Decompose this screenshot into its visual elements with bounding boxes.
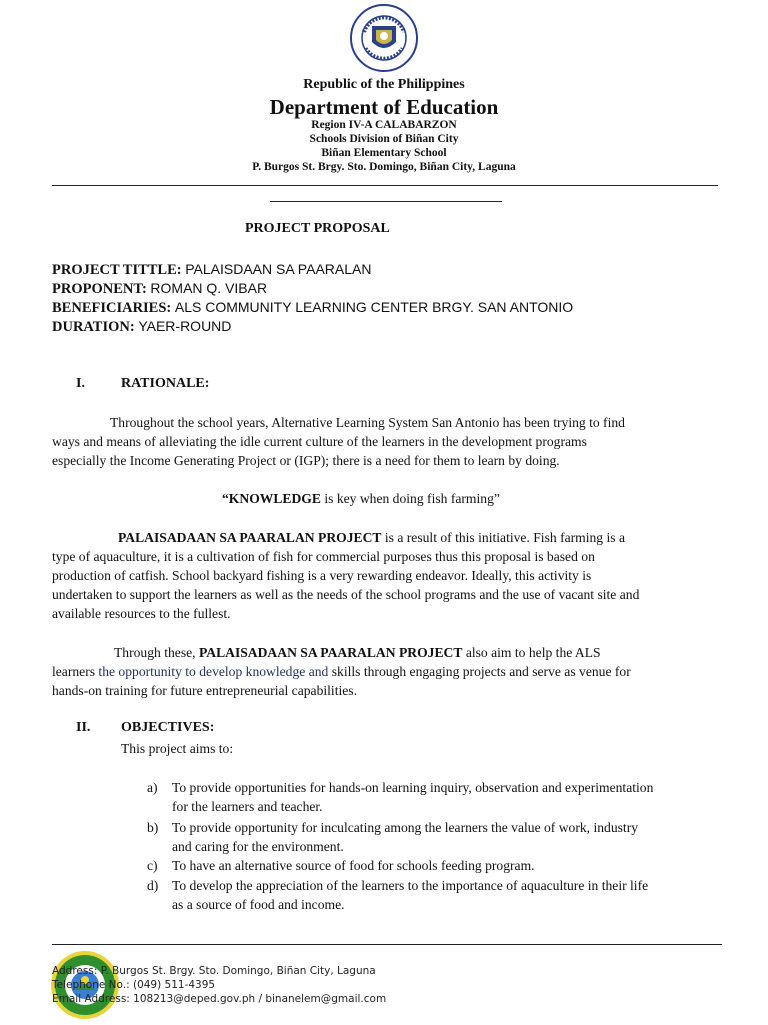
objective-text: To provide opportunity for inculcating among the learners the value of work, industry [172, 820, 639, 835]
footer-divider [52, 944, 722, 945]
project-name-bold: PALAISADAAN SA PAARALAN PROJECT [198, 645, 463, 660]
rationale-para2-line4: undertaken to support the learners as well as the needs of the school programs and the use of vacant site and [52, 587, 640, 602]
deped-seal-logo [350, 4, 418, 72]
para-text: learners [52, 664, 99, 679]
meta-proponent [52, 280, 267, 298]
rationale-para2-line3: production of catfish. School backyard fishing is a very rewarding endeavor. Ideally, this activity is [52, 568, 592, 583]
quote-rest: is key when doing fish farming” [320, 491, 500, 506]
meta-value: YAER-ROUND [138, 318, 232, 334]
rationale-para1-line3: especially the Income Generating Project or (IGP); there is a need for them to learn by doing. [52, 453, 560, 468]
para-text-highlight: the opportunity to develop knowledge and [98, 664, 329, 679]
rationale-para3-line2 [52, 662, 631, 682]
rationale-para1-line1: Throughout the school years, Alternative Learning System San Antonio has been trying to find [110, 415, 625, 430]
objective-text: To have an alternative source of food for schools feeding program. [172, 858, 535, 873]
meta-label: DURATION: [52, 319, 135, 335]
meta-project-title [52, 261, 371, 279]
country-name: Republic of the Philippines [303, 77, 465, 92]
quote-bold: “KNOWLEDGE [222, 491, 321, 506]
meta-value: ROMAN Q. VIBAR [150, 280, 268, 296]
footer-address: Address: P. Burgos St. Brgy. Sto. Domingo, Biñan City, Laguna [52, 965, 376, 977]
meta-label: PROJECT TITTLE: [52, 262, 182, 278]
meta-label: BENEFICIARIES: [52, 300, 172, 316]
objective-text: and caring for the environment. [172, 839, 344, 854]
quote [222, 489, 500, 509]
region-name: Region IV-A CALABARZON [311, 119, 457, 131]
objective-text: To develop the appreciation of the learners to the importance of aquaculture in their life [172, 878, 649, 893]
meta-beneficiaries [52, 299, 573, 317]
meta-value: PALAISDAAN SA PAARALAN [185, 261, 372, 277]
project-name-bold: PALAISADAAN SA PAARALAN PROJECT [118, 530, 382, 545]
objective-marker: a) [147, 780, 158, 795]
para-text: skills through engaging projects and serve as venue for [328, 664, 631, 679]
section-number: II. [76, 720, 91, 735]
para-text: is a result of this initiative. Fish farming is a [381, 530, 625, 545]
objective-marker: d) [147, 878, 159, 893]
footer-telephone: Telephone No.: (049) 511-4395 [52, 979, 216, 991]
header-divider [52, 185, 718, 186]
rationale-para2-line1 [118, 528, 625, 548]
objective-text: To provide opportunities for hands-on learning inquiry, observation and experimentation [172, 780, 654, 795]
footer-email: Email Address: 108213@deped.gov.ph / binanelem@gmail.com [52, 993, 387, 1005]
meta-duration [52, 318, 231, 336]
document-title: PROJECT PROPOSAL [245, 221, 390, 236]
objective-marker: b) [147, 820, 159, 835]
objectives-intro: This project aims to: [121, 741, 234, 756]
meta-value: ALS COMMUNITY LEARNING CENTER BRGY. SAN ANTONIO [174, 299, 574, 315]
section-title-rationale: RATIONALE: [121, 376, 210, 391]
objective-text: as a source of food and income. [172, 897, 345, 912]
header-subdivider [270, 201, 502, 202]
division-name: Schools Division of Biñan City [309, 133, 459, 145]
objective-text: for the learners and teacher. [172, 799, 323, 814]
department-name: Department of Education [269, 95, 499, 119]
rationale-para1-line2: ways and means of alleviating the idle current culture of the learners in the development programs [52, 434, 587, 449]
rationale-para3-line3: hands-on training for future entrepreneurial capabilities. [52, 683, 357, 698]
rationale-para2-line5: available resources to the fullest. [52, 606, 231, 621]
rationale-para2-line2: type of aquaculture, it is a cultivation of fish for commercial purposes thus this proposal is based on [52, 549, 595, 564]
school-name: Biñan Elementary School [321, 147, 447, 159]
para-text: also aim to help the ALS [462, 645, 601, 660]
objective-marker: c) [147, 858, 158, 873]
section-number: I. [76, 376, 85, 391]
school-address: P. Burgos St. Brgy. Sto. Domingo, Biñan City, Laguna [252, 161, 516, 173]
section-title-objectives: OBJECTIVES: [121, 720, 215, 735]
meta-label: PROPONENT: [52, 281, 147, 297]
para-text: Through these, [114, 645, 199, 660]
rationale-para3-line1 [114, 643, 601, 663]
